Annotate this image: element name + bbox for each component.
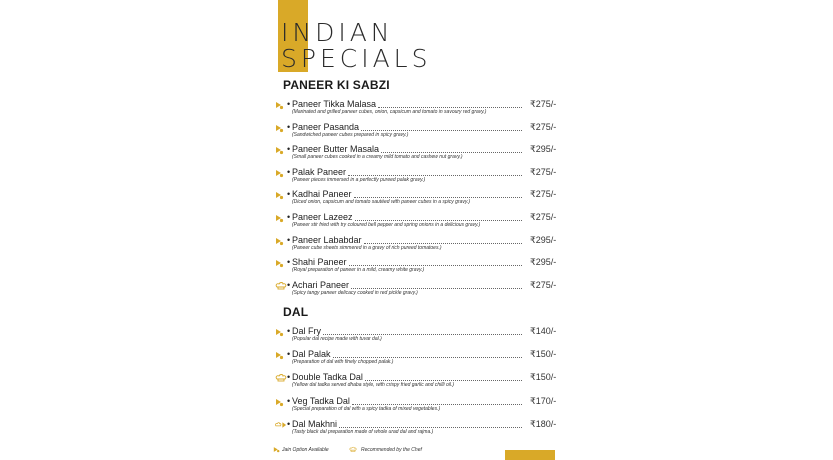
jain-option-icon [275,145,287,155]
item-price: ₹140/- [530,326,557,336]
menu-item [272,98,572,120]
menu-item [272,348,572,370]
bullet: • [287,234,291,245]
item-name: Paneer Lababdar [292,234,362,245]
leader-dots [339,427,522,428]
menu-item [272,325,572,347]
item-price: ₹180/- [530,418,557,429]
item-name: Paneer Lazeez [292,212,353,222]
jain-option-icon [275,258,287,268]
menu-item [272,256,572,278]
item-description: (Paneer cube sheets simmered in a gravy of rich pureed tomatoes.) [292,244,442,251]
bullet: • [287,418,291,429]
legend-chef-label: Recommended by the Chef [361,447,422,453]
item-price: ₹275/- [530,121,557,132]
item-name: Veg Tadka Dal [292,395,350,406]
bullet: • [287,189,291,200]
bullet: • [287,372,291,383]
jain-option-icon [275,168,287,178]
chef-hat-icon [275,373,287,383]
bullet: • [287,144,291,155]
menu-item [272,234,572,256]
menu-item [272,166,572,188]
bullet: • [287,279,291,290]
jain-option-icon [275,190,287,200]
item-price: ₹295/- [530,257,557,268]
item-name: Kadhai Paneer [292,189,352,200]
leader-dots [381,152,522,153]
item-name: Dal Palak [292,349,331,360]
item-price: ₹295/- [530,144,557,155]
leader-dots [349,265,522,266]
legend-jain-label: Jain Option Available [282,447,329,453]
menu-title-line2: SPECIALS [281,44,432,73]
leader-dots [365,380,522,381]
item-price: ₹150/- [530,372,557,383]
item-description: (Small paneer cubes cooked in a creamy mild tomato and cashew nut gravy.) [292,154,463,161]
item-description: (Preparation of dal with finely chopped palak.) [292,359,394,366]
item-price: ₹295/- [530,234,557,245]
menu-item [272,418,572,440]
bullet: • [287,349,291,360]
bullet: • [287,99,291,109]
item-description: (Yellow dal tadka served dhaba style, with crispy fried garlic and chilli oil.) [292,382,455,389]
bullet: • [287,166,291,177]
jain-option-icon [273,446,281,453]
item-price: ₹170/- [530,395,557,406]
chef-hat-and-jain-icon [275,420,287,430]
item-price: ₹275/- [530,189,557,200]
menu-item [272,371,572,393]
leader-dots [323,334,522,335]
leader-dots [355,220,522,221]
item-description: (Diced onion, capsicum and tomato sautéed with paneer cubes in a spicy gravy.) [292,199,471,206]
leader-dots [352,404,522,405]
item-description: (Sandwiched paneer cubes prepared in spicy gravy.) [292,131,409,138]
menu-item [272,279,572,301]
item-description: (Special preparation of dal with a spicy tadka of mixed vegetables.) [292,405,441,412]
bullet: • [287,395,291,406]
bullet: • [287,326,291,336]
leader-dots [364,243,522,244]
leader-dots [351,288,522,289]
chef-hat-icon [349,446,357,453]
item-name: Shahi Paneer [292,257,347,268]
jain-option-icon [275,123,287,133]
leader-dots [378,107,522,108]
item-price: ₹275/- [530,99,557,109]
item-name: Paneer Tikka Malasa [292,99,377,109]
bullet: • [287,257,291,268]
jain-option-icon [275,213,287,223]
item-name: Paneer Butter Masala [292,144,380,155]
item-price: ₹150/- [530,349,557,360]
menu-item [272,121,572,143]
item-price: ₹275/- [530,166,557,177]
item-name: Paneer Pasanda [292,121,360,132]
menu-item [272,211,572,233]
item-description: (Popular dal recipe made with tuvar dal.) [292,336,382,342]
section-heading-dal: DAL [283,305,309,319]
item-description: (Tasty black dal preparation made of whole urad dal and rajma.) [292,428,434,435]
item-name: Dal Fry [292,326,321,336]
item-description: (Royal preparation of paneer in a mild, creamy white gravy.) [292,267,425,274]
item-description: (Paneer pieces immersed in a perfectly pureed palak gravy.) [292,176,426,183]
item-name: Double Tadka Dal [292,372,363,383]
jain-option-icon [275,327,287,337]
menu-item [272,143,572,165]
jain-option-icon [275,236,287,246]
jain-option-icon [275,100,287,110]
leader-dots [348,175,522,176]
leader-dots [354,197,522,198]
item-price: ₹275/- [530,212,557,222]
item-description: (Spicy tangy paneer delicacy cooked in red pickle gravy.) [292,289,418,296]
jain-option-icon [275,397,287,407]
item-name: Dal Makhni [292,418,338,429]
jain-option-icon [275,350,287,360]
item-name: Palak Paneer [292,166,347,177]
leader-dots [361,130,522,131]
menu-item [272,188,572,210]
bullet: • [287,121,291,132]
chef-hat-icon [275,281,287,291]
gold-accent-bar-bottom [505,450,555,460]
leader-dots [333,357,522,358]
menu-item [272,395,572,417]
bullet: • [287,212,291,222]
item-name: Achari Paneer [292,279,350,290]
item-description: (Marinated and grilled paneer cubes, onion, capsicum and tomato in savoury red gravy.) [292,109,487,115]
item-description: (Paneer stir fried with try coloured bell pepper and spring onions in a delicious gravy.) [292,222,481,228]
section-heading-paneer: PANEER KI SABZI [283,78,390,92]
item-price: ₹275/- [530,279,557,290]
menu-title-line1: INDIAN [281,18,394,47]
